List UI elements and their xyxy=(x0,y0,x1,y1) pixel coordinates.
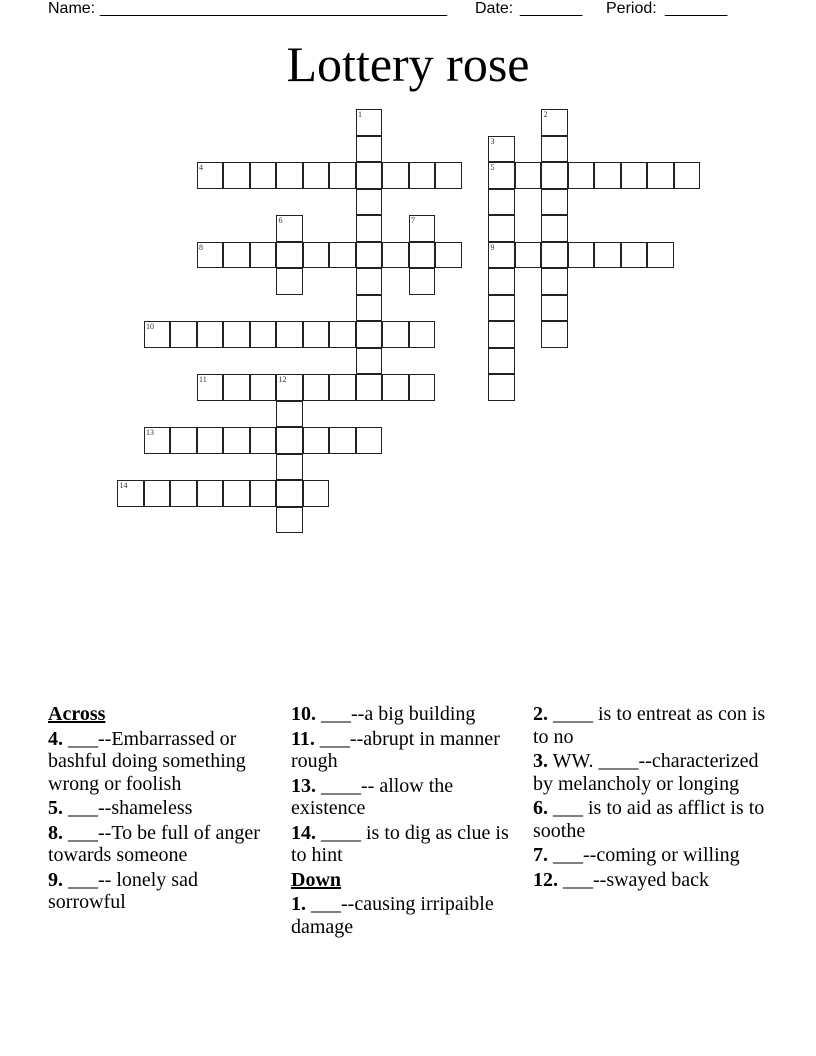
crossword-cell[interactable] xyxy=(356,268,383,295)
crossword-cell[interactable] xyxy=(276,215,303,242)
name-label: Name: xyxy=(48,0,96,17)
crossword-cell[interactable] xyxy=(435,242,462,269)
clue-across-10: 10. ___--a big building xyxy=(291,703,476,725)
crossword-cell[interactable] xyxy=(197,480,224,507)
clue-number: 12 xyxy=(278,375,287,384)
crossword-cell[interactable] xyxy=(541,189,568,216)
crossword-cell[interactable] xyxy=(647,242,674,269)
crossword-cell[interactable] xyxy=(170,480,197,507)
crossword-cell[interactable] xyxy=(541,321,568,348)
crossword-cell[interactable] xyxy=(329,162,356,189)
crossword-cell[interactable] xyxy=(409,215,436,242)
page-title: Lottery rose xyxy=(286,36,530,92)
clue-number: 5 xyxy=(490,163,495,172)
crossword-cell[interactable] xyxy=(144,321,171,348)
crossword-cell[interactable] xyxy=(250,242,277,269)
crossword-cell[interactable] xyxy=(117,480,144,507)
crossword-cell[interactable] xyxy=(276,480,303,507)
crossword-cell[interactable] xyxy=(276,427,303,454)
period-label: Period: xyxy=(606,0,657,17)
crossword-cell[interactable] xyxy=(197,321,224,348)
clue-number: 6 xyxy=(278,216,283,225)
crossword-cell[interactable] xyxy=(223,480,250,507)
clues-column-2 xyxy=(291,703,521,940)
clue-number: 2 xyxy=(543,110,548,119)
crossword-cell[interactable] xyxy=(541,109,568,136)
crossword-cell[interactable] xyxy=(276,374,303,401)
clues-column-1 xyxy=(48,703,273,916)
clue-number: 1 xyxy=(358,110,362,119)
clue-across-8: 8. ___--To be full of anger towards someone xyxy=(48,821,260,866)
clue-down-12: 12. ___--swayed back xyxy=(533,868,710,891)
crossword-cell[interactable] xyxy=(594,162,621,189)
crossword-cell[interactable] xyxy=(356,348,383,375)
crossword-cell[interactable] xyxy=(276,321,303,348)
crossword-cell[interactable] xyxy=(303,374,330,401)
crossword-cell[interactable] xyxy=(223,162,250,189)
crossword-cell[interactable] xyxy=(303,480,330,507)
crossword-cell[interactable] xyxy=(250,162,277,189)
crossword-cell[interactable] xyxy=(541,136,568,163)
crossword-cell[interactable] xyxy=(409,162,436,189)
clue-number: 3 xyxy=(490,136,495,146)
crossword-cell[interactable] xyxy=(276,242,303,269)
clue-number: 8 xyxy=(199,242,203,252)
crossword-cell[interactable] xyxy=(488,189,515,216)
date-field[interactable]: _______ xyxy=(520,0,583,17)
crossword-cell[interactable] xyxy=(223,427,250,454)
crossword-cell[interactable] xyxy=(488,321,515,348)
crossword-cell[interactable] xyxy=(303,242,330,269)
across-heading: Across xyxy=(48,703,106,725)
clue-number: 11 xyxy=(199,375,207,384)
crossword-cell[interactable] xyxy=(356,189,383,216)
crossword-cell[interactable] xyxy=(541,295,568,322)
crossword-cell[interactable] xyxy=(356,162,383,189)
crossword-cell[interactable] xyxy=(356,295,383,322)
crossword-cell[interactable] xyxy=(541,242,568,269)
crossword-cell[interactable] xyxy=(250,374,277,401)
crossword-cell[interactable] xyxy=(356,374,383,401)
clue-across-4: 4. ___--Embarrassed or bashful doing something wrong or foolish xyxy=(48,727,246,795)
crossword-cell[interactable] xyxy=(276,454,303,481)
crossword-cell[interactable] xyxy=(170,321,197,348)
crossword-cell[interactable] xyxy=(356,136,383,163)
crossword-cell[interactable] xyxy=(594,242,621,269)
clue-number: 10 xyxy=(146,322,154,331)
crossword-cell[interactable] xyxy=(250,480,277,507)
crossword-cell[interactable] xyxy=(223,374,250,401)
crossword-cell[interactable] xyxy=(488,215,515,242)
crossword-cell[interactable] xyxy=(223,321,250,348)
clue-across-14: 14. ____ is to dig as clue is to hint xyxy=(291,821,509,866)
name-field[interactable]: _______________________________________ xyxy=(100,0,448,17)
clue-number: 9 xyxy=(490,242,495,252)
crossword-cell[interactable] xyxy=(276,401,303,428)
crossword-cell[interactable] xyxy=(329,374,356,401)
crossword-cell[interactable] xyxy=(356,109,383,136)
clue-across-11: 11. ___--abrupt in manner rough xyxy=(291,727,500,772)
crossword-cell[interactable] xyxy=(621,242,648,269)
crossword-cell[interactable] xyxy=(409,321,436,348)
crossword-cell[interactable] xyxy=(303,427,330,454)
crossword-cell[interactable] xyxy=(409,374,436,401)
crossword-cell[interactable] xyxy=(356,321,383,348)
crossword-cell[interactable] xyxy=(515,162,542,189)
crossword-cell[interactable] xyxy=(197,162,224,189)
crossword-cell[interactable] xyxy=(382,321,409,348)
crossword-cell[interactable] xyxy=(515,242,542,269)
crossword-cell[interactable] xyxy=(144,480,171,507)
crossword-cell[interactable] xyxy=(197,242,224,269)
crossword-cell[interactable] xyxy=(356,215,383,242)
crossword-cell[interactable] xyxy=(568,242,595,269)
crossword-cell[interactable] xyxy=(488,348,515,375)
crossword-cell[interactable] xyxy=(144,427,171,454)
crossword-cell[interactable] xyxy=(568,162,595,189)
clue-number: 4 xyxy=(199,163,203,172)
crossword-cell[interactable] xyxy=(674,162,701,189)
clue-across-9: 9. ___-- lonely sad sorrowful xyxy=(48,868,198,913)
crossword-cell[interactable] xyxy=(409,268,436,295)
crossword-cell[interactable] xyxy=(382,242,409,269)
crossword-cell[interactable] xyxy=(541,268,568,295)
clues-column-3 xyxy=(533,703,768,893)
crossword-cell[interactable] xyxy=(488,268,515,295)
crossword-cell[interactable] xyxy=(488,374,515,401)
crossword-cell[interactable] xyxy=(197,374,224,401)
down-heading: Down xyxy=(291,868,342,891)
crossword-cell[interactable] xyxy=(303,162,330,189)
crossword-cell[interactable] xyxy=(356,427,383,454)
crossword-cell[interactable] xyxy=(170,427,197,454)
crossword-cell[interactable] xyxy=(329,321,356,348)
date-label: Date: xyxy=(475,0,514,17)
crossword-cell[interactable] xyxy=(356,242,383,269)
clue-across-5: 5. ___--shameless xyxy=(48,797,193,819)
crossword-cell[interactable] xyxy=(303,321,330,348)
clue-down-3: 3. WW. ____--characterized by melancholy or longing xyxy=(533,750,759,795)
crossword-cell[interactable] xyxy=(541,215,568,242)
crossword-cell[interactable] xyxy=(488,162,515,189)
crossword-cell[interactable] xyxy=(382,162,409,189)
clue-number: 14 xyxy=(119,481,128,490)
crossword-cell[interactable] xyxy=(621,162,648,189)
crossword-cell[interactable] xyxy=(435,162,462,189)
crossword-cell[interactable] xyxy=(329,242,356,269)
clue-down-6: 6. ___ is to aid as afflict is to soothe xyxy=(533,797,765,842)
clue-number: 13 xyxy=(146,428,154,437)
crossword-cell[interactable] xyxy=(409,242,436,269)
crossword-cell[interactable] xyxy=(276,162,303,189)
crossword-cell[interactable] xyxy=(276,268,303,295)
crossword-cell[interactable] xyxy=(488,295,515,322)
crossword-cell[interactable] xyxy=(541,162,568,189)
crossword-cell[interactable] xyxy=(223,242,250,269)
crossword-cell[interactable] xyxy=(197,427,224,454)
crossword-cell[interactable] xyxy=(647,162,674,189)
crossword-cell[interactable] xyxy=(488,136,515,163)
crossword-cell[interactable] xyxy=(276,507,303,534)
crossword-cell[interactable] xyxy=(250,427,277,454)
clue-down-2: 2. ____ is to entreat as con is to no xyxy=(533,703,766,748)
clue-across-13: 13. ____-- allow the existence xyxy=(291,774,454,819)
period-field[interactable]: _______ xyxy=(665,0,728,17)
clue-down-7: 7. ___--coming or willing xyxy=(533,844,740,866)
clue-down-1: 1. ___--causing irripaible damage xyxy=(291,893,494,938)
crossword-cell[interactable] xyxy=(488,242,515,269)
crossword-cell[interactable] xyxy=(382,374,409,401)
crossword-cell[interactable] xyxy=(250,321,277,348)
crossword-cell[interactable] xyxy=(329,427,356,454)
clue-number: 7 xyxy=(411,216,415,225)
